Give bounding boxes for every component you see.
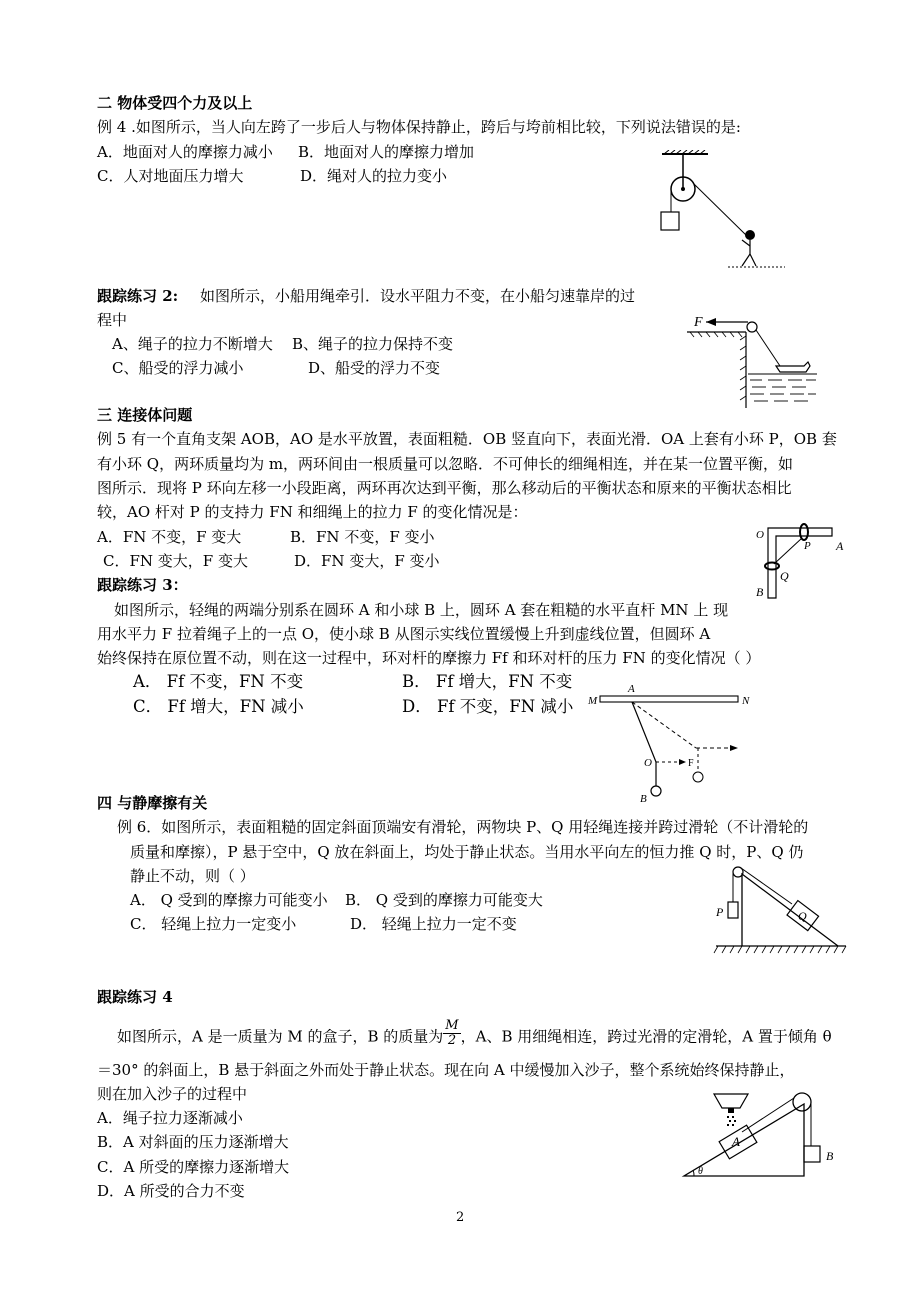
- label-a: A: [628, 683, 635, 695]
- page-number: 2: [456, 1210, 465, 1225]
- boat-rope-figure: [682, 310, 822, 410]
- question-text: 如图所示，小船用绳牵引．设水平阻力不变，在小船匀速靠岸的过: [200, 287, 636, 305]
- question-text: 则在加入沙子的过程中: [97, 1085, 248, 1103]
- option-b: B．地面对人的摩擦力增加: [298, 143, 475, 161]
- fraction-denominator: 2: [447, 1033, 457, 1048]
- ring-rod-figure: [584, 680, 760, 810]
- label-m: M: [588, 695, 598, 707]
- option-d: D．FN 变大，F 变小: [294, 552, 440, 570]
- label-q: Q: [780, 569, 789, 583]
- label-p: P: [804, 540, 811, 552]
- question-text: 图所示．现将 P 环向左移一小段距离，两环再次达到平衡，那么移动后的平衡状态和原来的平衡状态相比: [97, 479, 792, 497]
- label-a: A: [732, 1134, 740, 1149]
- option-c: C．FN 变大，F 变大: [103, 552, 248, 570]
- label-b: B: [826, 1149, 834, 1163]
- question-text: 用水平力 F 拉着绳子上的一点 O，使小球 B 从图示实线位置缓慢上升到虚线位置，但圆环 A: [97, 625, 711, 643]
- option-c: C． 轻绳上拉力一定变小: [130, 915, 297, 933]
- question-text-part: 如图所示，A 是一质量为 M 的盒子，B 的质量为: [117, 1027, 444, 1046]
- option-c: C． Ff 增大，FN 减小: [133, 697, 304, 716]
- label-n: N: [742, 695, 750, 707]
- question-text: 较，AO 杆对 P 的支持力 FN 和细绳上的拉力 F 的变化情况是：: [97, 503, 528, 521]
- practice-label: 跟踪练习 3：: [97, 576, 188, 594]
- option-d: D．绳对人的拉力变小: [300, 167, 448, 185]
- option-a: A．FN 不变，F 变大: [97, 528, 242, 546]
- option-a: A．地面对人的摩擦力减小: [97, 143, 273, 161]
- question-text: 质量和摩擦），P 悬于空中，Q 放在斜面上，均处于静止状态。当用水平向左的恒力推 Q 时，P、Q 仍: [130, 843, 804, 861]
- incline-pq-figure: [710, 858, 850, 958]
- section-title: 四 与静摩擦有关: [97, 794, 208, 812]
- option-c: C、船受的浮力减小: [112, 359, 244, 377]
- question-text: 例 4 .如图所示，当人向左跨了一步后人与物体保持静止，跨后与垮前相比较，下列说法错误的是:: [97, 118, 741, 136]
- sand-box-incline-figure: [680, 1088, 845, 1180]
- question-text-part: ，A、B 用细绳相连，跨过光滑的定滑轮，A 置于倾角 θ: [460, 1027, 832, 1046]
- section-title: 三 连接体问题: [97, 406, 193, 424]
- option-a: A． Q 受到的摩擦力可能变小: [130, 891, 328, 909]
- option-a: A．绳子拉力逐渐减小: [97, 1109, 243, 1127]
- question-text: 有小环 Q，两环质量均为 m，两环间由一根质量可以忽略．不可伸长的细绳相连，并在某一位置平衡，如: [97, 455, 794, 473]
- question-text: ＝30° 的斜面上，B 悬于斜面之外而处于静止状态。现在向 A 中缓慢加入沙子，整个系统始终保持静止，: [97, 1061, 795, 1079]
- label-b: B: [756, 585, 764, 599]
- label-o: O: [644, 757, 652, 769]
- force-label: F: [694, 315, 703, 330]
- label-theta: θ: [698, 1166, 703, 1177]
- section-title: 二 物体受四个力及以上: [97, 94, 253, 112]
- question-text: 始终保持在原位置不动，则在这一过程中，环对杆的摩擦力 Ff 和环对杆的压力 FN 的变化情况（ ）: [97, 649, 761, 667]
- option-b: B、绳子的拉力保持不变: [292, 335, 454, 353]
- label-f: F: [688, 758, 694, 769]
- practice-label: 跟踪练习 2:: [97, 287, 179, 305]
- option-d: D． 轻绳上拉力一定不变: [350, 915, 517, 933]
- option-c: C．人对地面压力增大: [97, 167, 244, 185]
- question-text: 静止不动，则（ ）: [130, 867, 255, 885]
- option-b: B．A 对斜面的压力逐渐增大: [97, 1133, 289, 1151]
- question-text: [117, 1018, 832, 1052]
- option-d: D． Ff 不变，FN 减小: [402, 697, 574, 716]
- option-d: D．A 所受的合力不变: [97, 1182, 245, 1200]
- option-c: C．A 所受的摩擦力逐渐增大: [97, 1158, 290, 1176]
- pulley-person-figure: [650, 150, 790, 272]
- label-p: P: [716, 905, 724, 919]
- question-text: 程中: [97, 311, 128, 329]
- bracket-aob-figure: [752, 520, 847, 600]
- option-a: A． Ff 不变，FN 不变: [133, 672, 304, 691]
- fraction-numerator: M: [445, 1018, 459, 1033]
- option-b: B． Q 受到的摩擦力可能变大: [345, 891, 543, 909]
- question-text: 例 5 有一个直角支架 AOB，AO 是水平放置，表面粗糙．OB 竖直向下，表面光滑．OA 上套有小环 P，OB 套: [97, 430, 837, 448]
- option-b: B．FN 不变，F 变小: [290, 528, 435, 546]
- practice-label: 跟踪练习 4: [97, 988, 173, 1006]
- label-a: A: [836, 539, 844, 553]
- option-b: B． Ff 增大，FN 不变: [402, 672, 573, 691]
- label-q: Q: [798, 909, 807, 923]
- question-text: 如图所示，轻绳的两端分别系在圆环 A 和小球 B 上，圆环 A 套在粗糙的水平直杆 MN 上 现: [114, 601, 729, 619]
- option-d: D、船受的浮力不变: [308, 359, 441, 377]
- option-a: A、绳子的拉力不断增大: [112, 335, 273, 353]
- label-o: O: [756, 529, 764, 541]
- label-b: B: [640, 793, 647, 805]
- question-text: 例 6．如图所示，表面粗糙的固定斜面顶端安有滑轮，两物块 P、Q 用轻绳连接并跨过滑轮（不计滑轮的: [117, 818, 809, 836]
- fraction: [443, 1019, 460, 1048]
